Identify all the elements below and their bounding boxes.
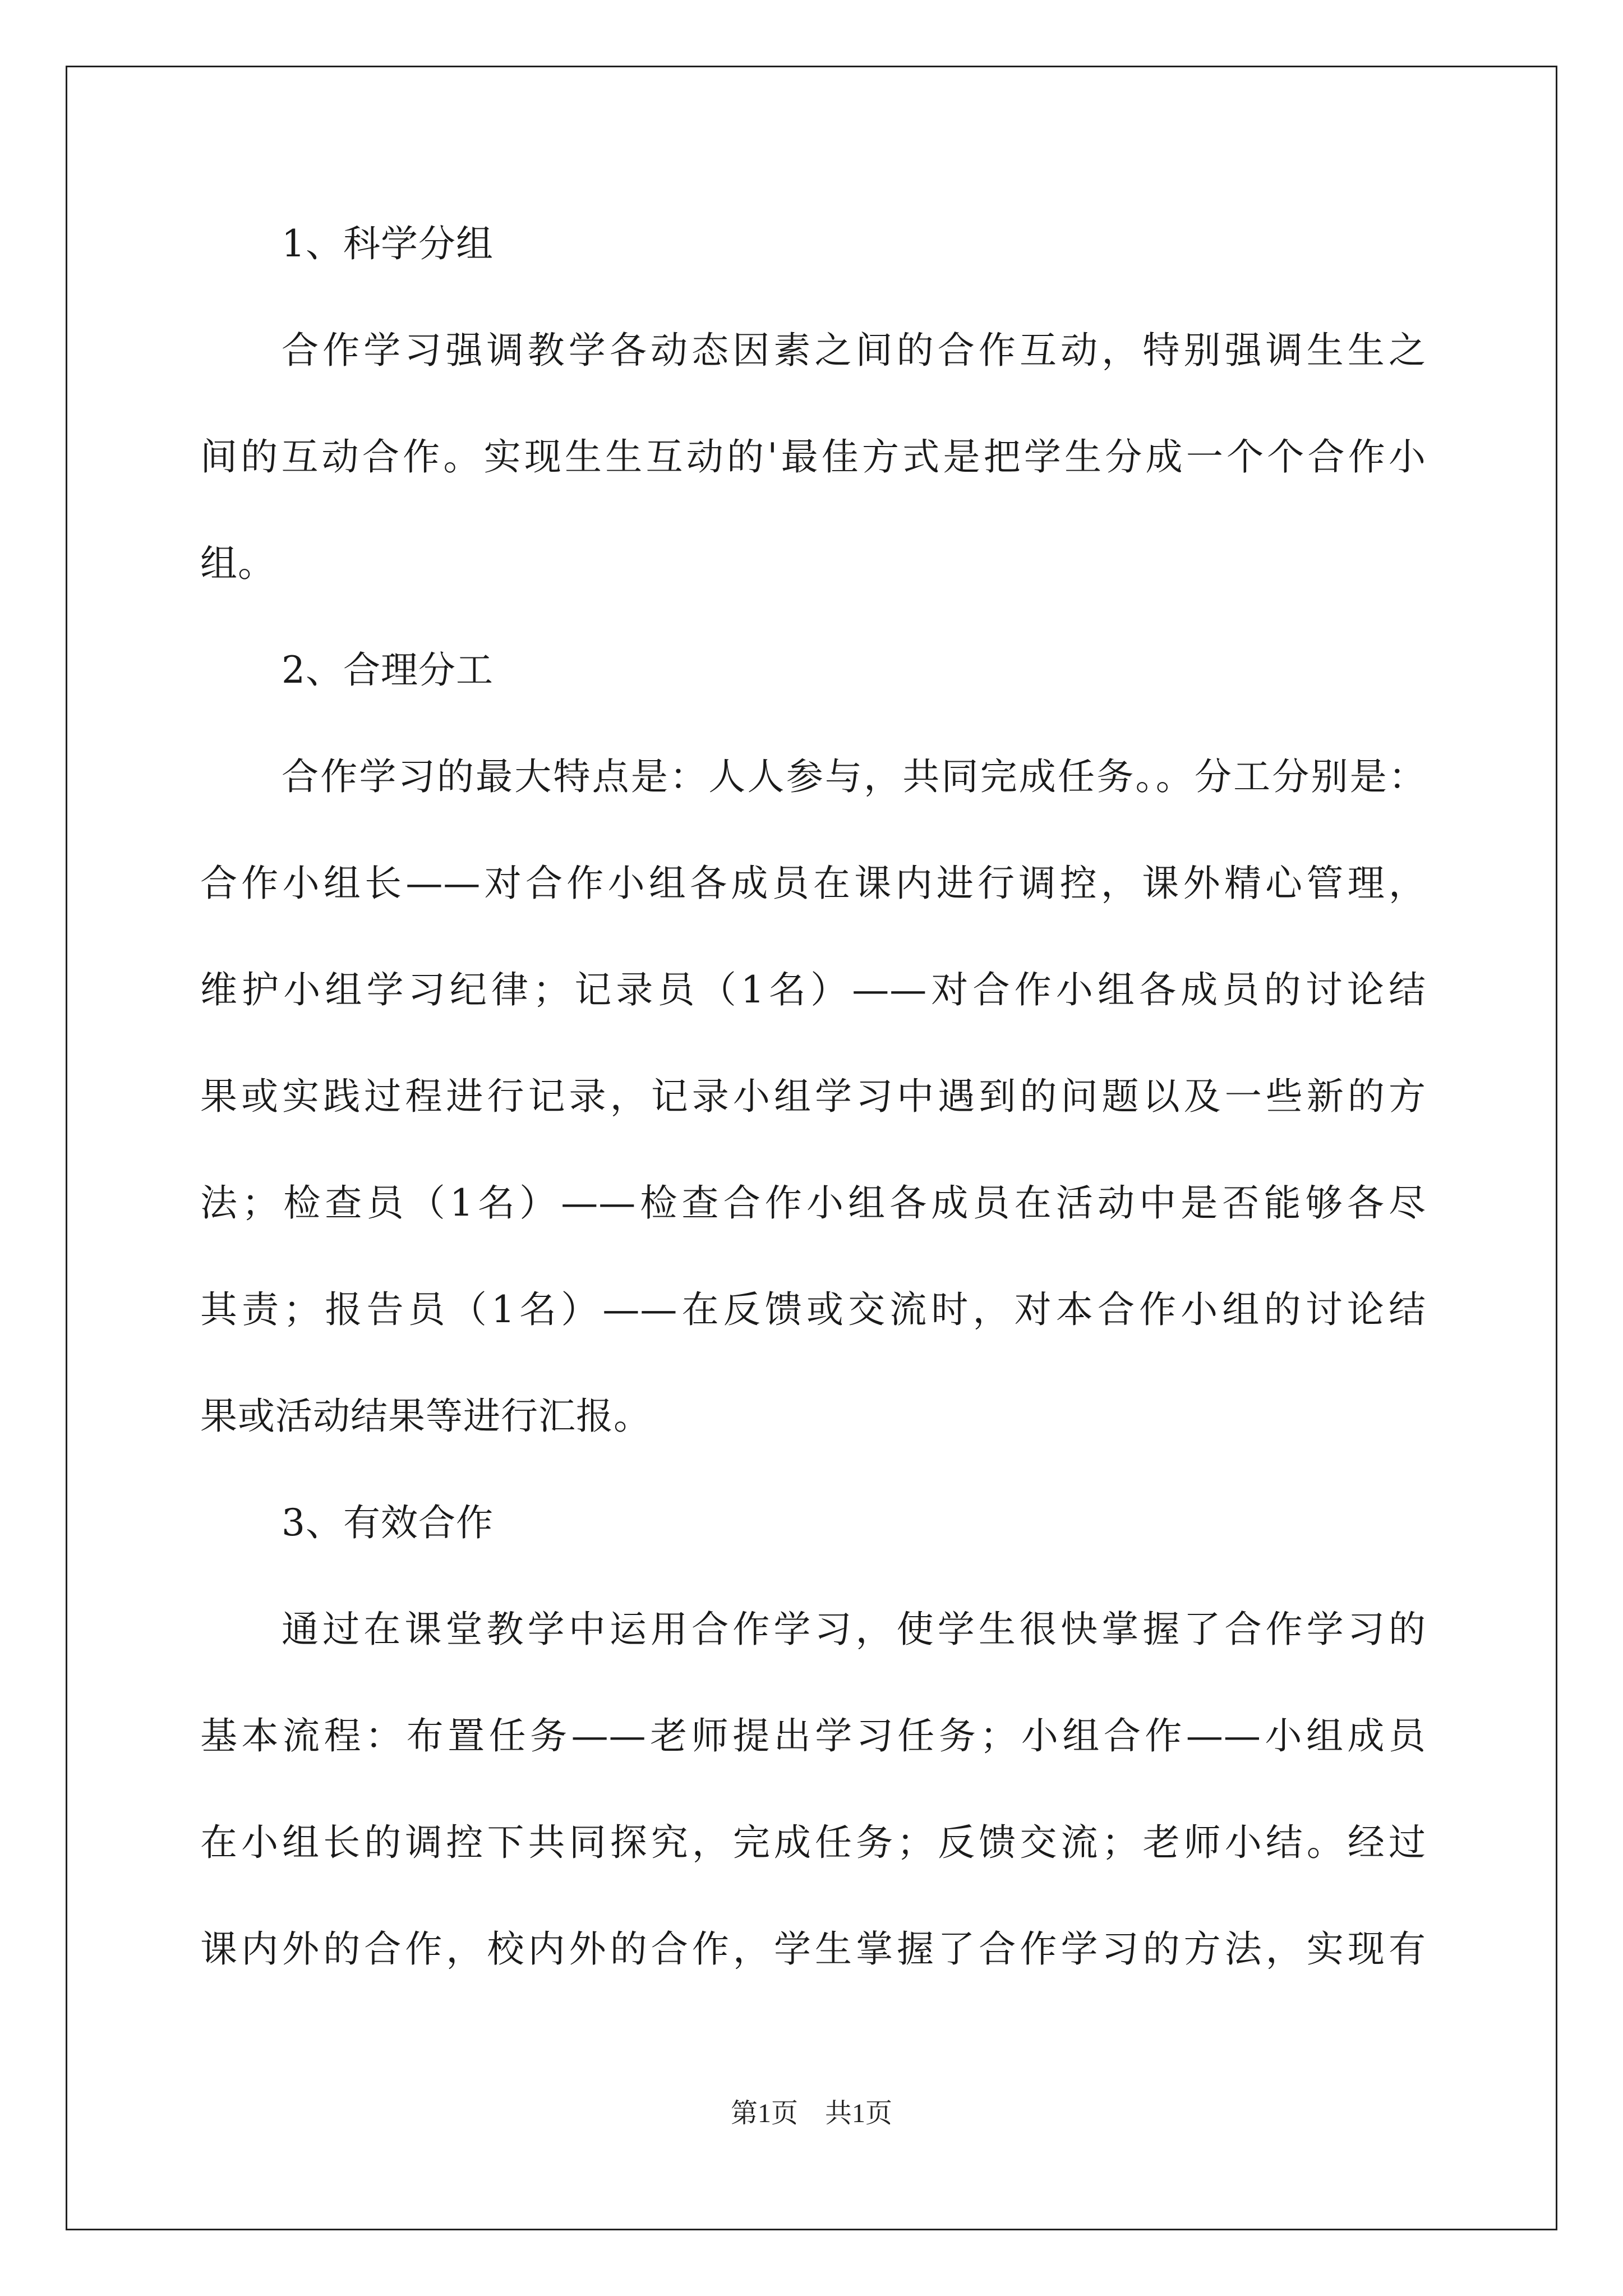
page-number-total: 共1页 (825, 2099, 893, 2128)
paragraph-line: 其责；报告员（1名）——在反馈或交流时，对本合作小组的讨论结 (200, 1288, 1426, 1331)
paragraph-line: 合作学习的最大特点是：人人参与，共同完成任务。。分工分别是： (282, 755, 1426, 798)
paragraph-line: 法；检查员（1名）——检查合作小组各成员在活动中是否能够各尽 (200, 1181, 1426, 1225)
paragraph-line: 在小组长的调控下共同探究，完成任务；反馈交流；老师小结。经过 (200, 1821, 1426, 1864)
paragraph-line: 间的互动合作。实现生生互动的'最佳方式是把学生分成一个个合作小 (200, 435, 1426, 478)
paragraph-line: 维护小组学习纪律；记录员（1名）——对合作小组各成员的讨论结 (200, 968, 1426, 1011)
paragraph-line: 合作学习强调教学各动态因素之间的合作互动，特别强调生生之 (282, 329, 1426, 372)
page-footer (0, 2097, 1623, 2131)
paragraph-line: 合作小组长——对合作小组各成员在课内进行调控，课外精心管理， (200, 862, 1426, 905)
heading-reasonable-division: 2、合理分工 (282, 648, 494, 692)
page-number-current: 第1页 (730, 2099, 798, 2128)
heading-effective-cooperation: 3、有效合作 (282, 1501, 494, 1544)
paragraph-line: 组。 (200, 542, 275, 585)
paragraph-line: 基本流程：布置任务——老师提出学习任务；小组合作——小组成员 (200, 1714, 1426, 1757)
heading-scientific-grouping: 1、科学分组 (282, 222, 494, 265)
paragraph-line: 果或活动结果等进行汇报。 (200, 1395, 651, 1438)
paragraph-line: 课内外的合作，校内外的合作，学生掌握了合作学习的方法，实现有 (200, 1927, 1426, 1971)
paragraph-line: 通过在课堂教学中运用合作学习，使学生很快掌握了合作学习的 (282, 1608, 1426, 1651)
page-border (66, 66, 1557, 2230)
paragraph-line: 果或实践过程进行记录，记录小组学习中遇到的问题以及一些新的方 (200, 1075, 1426, 1118)
